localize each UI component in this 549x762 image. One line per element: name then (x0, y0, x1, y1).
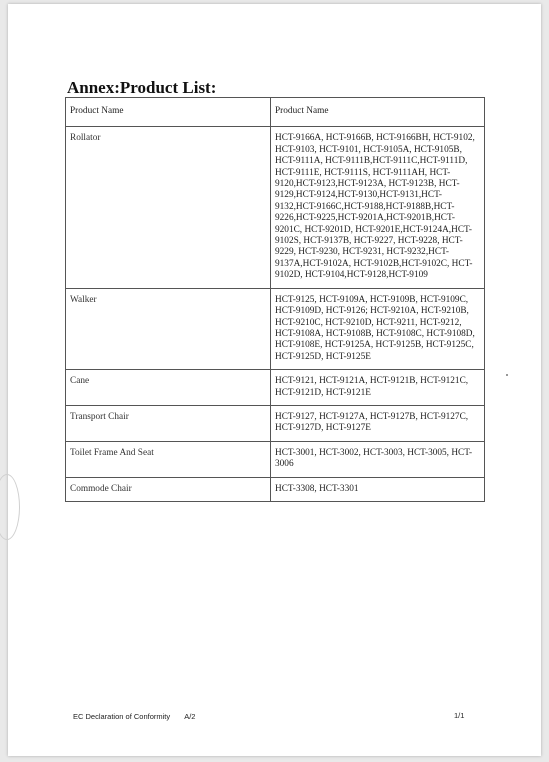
table-row (66, 288, 485, 369)
product-models: HCT-9166A, HCT-9166B, HCT-9166BH, HCT-9102, HCT-9103, HCT-9101, HCT-9105A, HCT-9105B, HCT-9111A, HCT-9111B,HCT-9111C,HCT-9111D, HCT-9111E, HCT-9111S, HCT-9111AH, HCT-9120,HCT-9123,HCT-9123A, HCT-9123B, HCT-9129,HCT-9124,HCT-9130,HCT-9131,HCT-9132,HCT-9166C,HCT-9188,HCT-9188B,HCT-9226,HCT-9225,HCT-9201A,HCT-9201B,HCT-9201C, HCT-9201D, HCT-9201E,HCT-9124A,HCT-9102S, HCT-9137B, HCT-9227, HCT-9228, HCT-9229, HCT-9230, HCT-9231, HCT-9232,HCT-9137A,HCT-9102A, HCT-9102B,HCT-9102C, HCT-9102D, HCT-9104,HCT-9128,HCT-9109 (271, 127, 485, 288)
table-row (66, 370, 485, 406)
table-row (66, 477, 485, 501)
column-header: Product Name (271, 98, 485, 127)
product-models: HCT-3001, HCT-3002, HCT-3003, HCT-3005, HCT-3006 (271, 441, 485, 477)
product-models: HCT-9125, HCT-9109A, HCT-9109B, HCT-9109C, HCT-9109D, HCT-9126; HCT-9210A, HCT-9210B, HCT-9210C, HCT-9210D, HCT-9211, HCT-9212, HCT-9108A, HCT-9108B, HCT-9108C, HCT-9108D, HCT-9108E, HCT-9125A, HCT-9125B, HCT-9125C, HCT-9125D, HCT-9125E (271, 288, 485, 369)
binder-hole-mark (0, 474, 20, 540)
product-list-table (65, 97, 485, 502)
table-row (66, 405, 485, 441)
footer-doc-name: EC Declaration of Conformity (73, 712, 171, 721)
product-category: Walker (66, 288, 271, 369)
product-category: Rollator (66, 127, 271, 288)
footer-page-number: 1/1 (454, 711, 465, 720)
annex-title: Annex:Product List: (67, 78, 217, 97)
scan-speck (506, 374, 508, 376)
table-row (66, 441, 485, 477)
document-page (8, 4, 541, 756)
product-category: Transport Chair (66, 405, 271, 441)
table-row (66, 127, 485, 288)
product-models: HCT-3308, HCT-3301 (271, 477, 485, 501)
footer-revision: A/2 (184, 712, 196, 721)
product-models: HCT-9127, HCT-9127A, HCT-9127B, HCT-9127C, HCT-9127D, HCT-9127E (271, 405, 485, 441)
table-header-row (66, 98, 485, 127)
product-category: Cane (66, 370, 271, 406)
footer-document-info (73, 712, 195, 721)
column-header: Product Name (66, 98, 271, 127)
product-category: Commode Chair (66, 477, 271, 501)
product-category: Toilet Frame And Seat (66, 441, 271, 477)
product-models: HCT-9121, HCT-9121A, HCT-9121B, HCT-9121C, HCT-9121D, HCT-9121E (271, 370, 485, 406)
